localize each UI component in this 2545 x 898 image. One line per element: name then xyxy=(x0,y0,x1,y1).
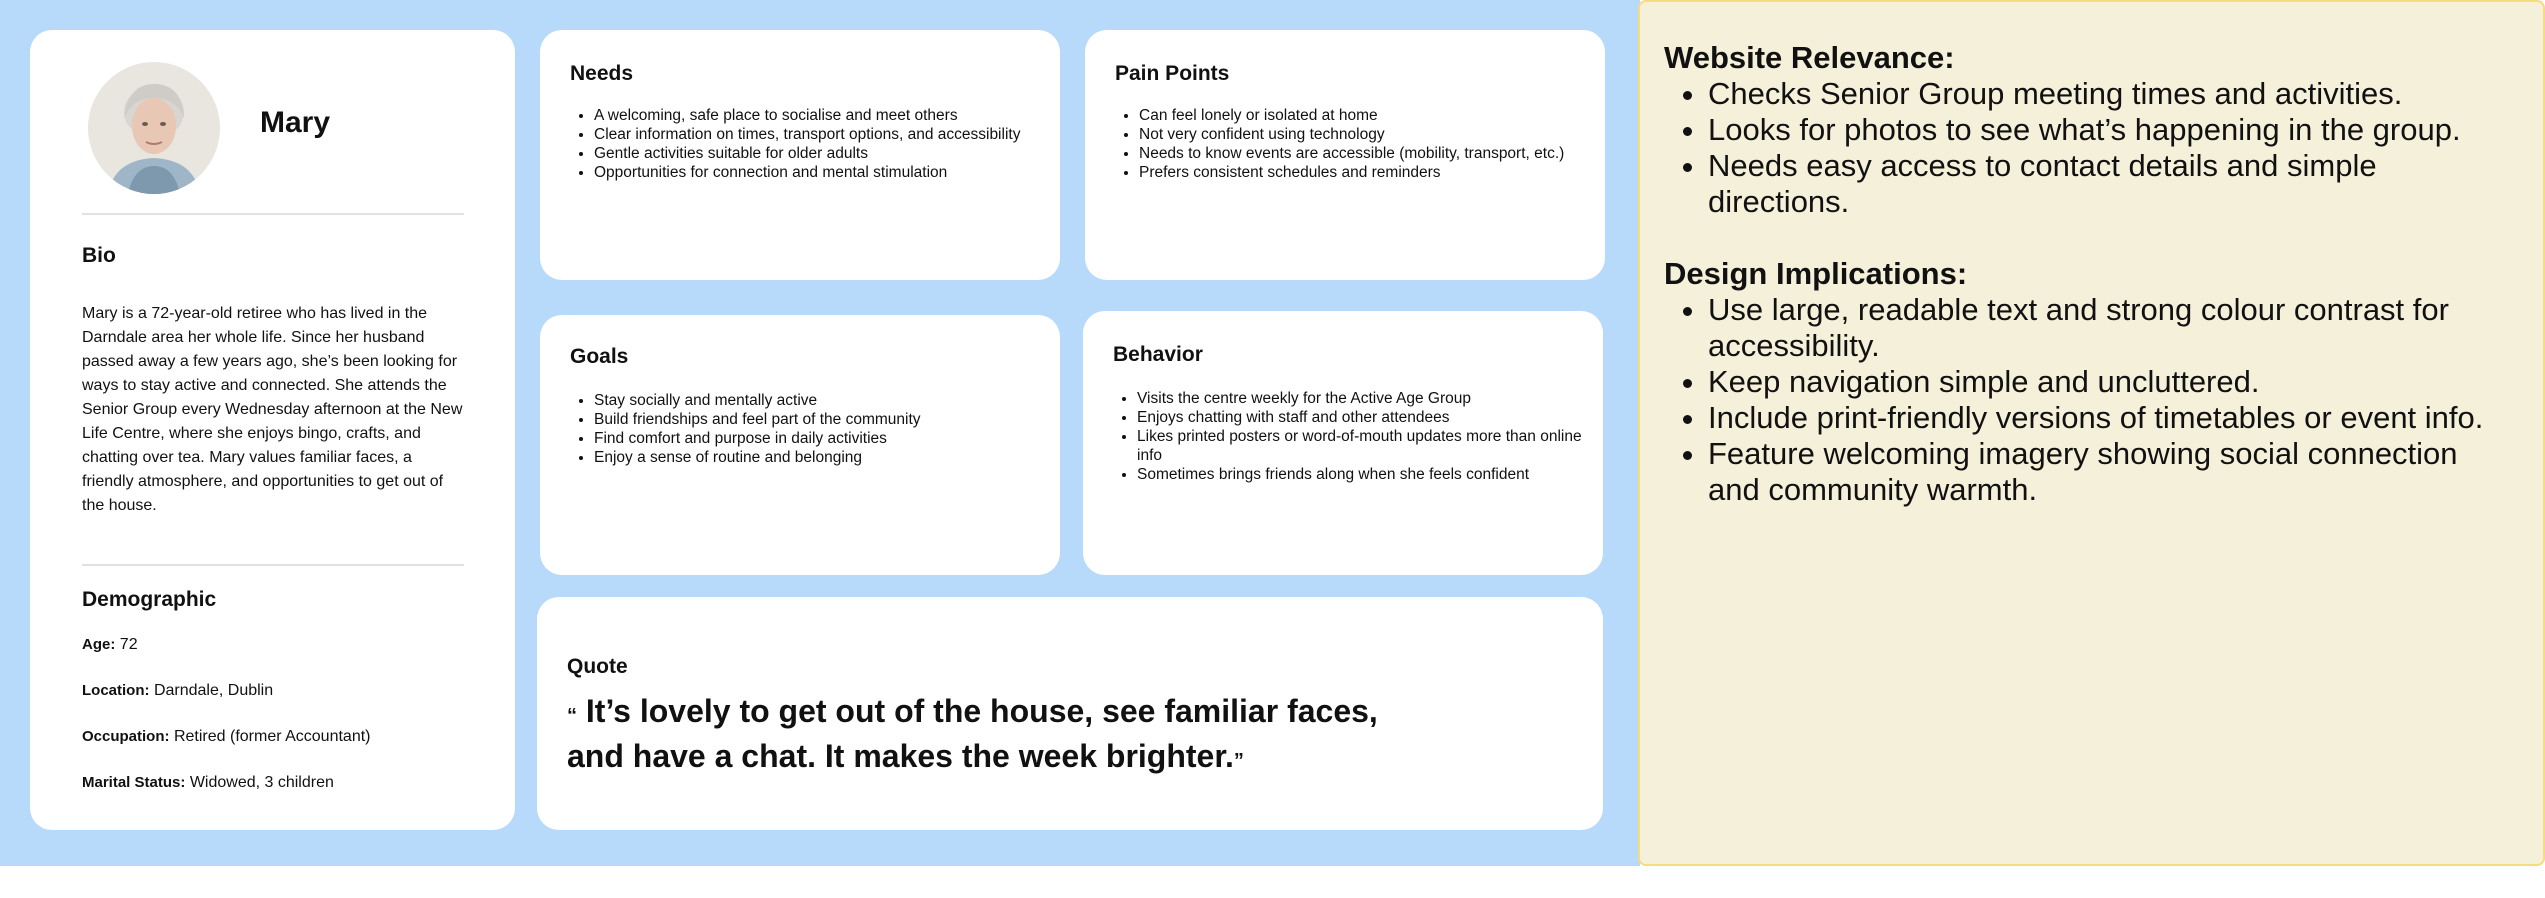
list-item: • Not very confident using technology xyxy=(1139,125,1599,144)
goals-card xyxy=(540,315,1060,575)
profile-card xyxy=(30,30,515,830)
needs-list xyxy=(570,106,1054,182)
website-relevance-title: Website Relevance: xyxy=(1664,40,1955,75)
list-item: • Can feel lonely or isolated at home xyxy=(1139,106,1599,125)
list-item: • Enjoys chatting with staff and other attendees xyxy=(1137,408,1597,427)
quote-title: Quote xyxy=(567,655,628,678)
list-item: • Use large, readable text and strong colour contrast for accessibility. xyxy=(1708,292,2514,364)
list-item: • Gentle activities suitable for older adults xyxy=(594,144,1054,163)
list-item: • Needs easy access to contact details and simple directions. xyxy=(1708,148,2514,220)
occupation-value: Retired (former Accountant) xyxy=(173,728,371,745)
profile-divider xyxy=(82,213,464,215)
open-quote-mark: “ xyxy=(567,705,577,727)
needs-title: Needs xyxy=(570,62,634,85)
list-item: • Visits the centre weekly for the Active Age Group xyxy=(1137,389,1597,408)
design-implications-section xyxy=(1664,256,2514,508)
quote-card xyxy=(537,597,1603,830)
list-item: • Find comfort and purpose in daily activities xyxy=(594,429,1054,448)
list-item: • Prefers consistent schedules and reminders xyxy=(1139,163,1599,182)
list-item: • Stay socially and mentally active xyxy=(594,391,1054,410)
pain-points-card xyxy=(1085,30,1605,280)
avatar xyxy=(88,62,220,194)
design-implications-list xyxy=(1664,292,2514,508)
website-relevance-list xyxy=(1664,76,2514,220)
demographic-age xyxy=(82,636,138,654)
list-item: • Opportunities for connection and mental stimulation xyxy=(594,163,1054,182)
avatar-portrait-image xyxy=(88,62,220,194)
list-item: • Sometimes brings friends along when she feels confident xyxy=(1137,465,1597,484)
marital-label: Marital Status: xyxy=(82,774,186,791)
bio-title: Bio xyxy=(82,244,116,267)
pain-points-list xyxy=(1115,106,1599,182)
pain-points-title: Pain Points xyxy=(1115,62,1230,85)
behavior-list xyxy=(1113,389,1597,484)
demographic-title: Demographic xyxy=(82,588,217,611)
bio-text: Mary is a 72-year-old retiree who has lived in the Darndale area her whole life. Since her husband passed away a few years ago, she’s been looking for ways to stay active and connected. She attends the Senior Group every Wednesday afternoon at the New Life Centre, where she enjoys bingo, crafts, and chatting over tea. Mary values familiar faces, a friendly atmosphere, and opportunities to get out of the house. xyxy=(82,305,463,514)
design-implications-title: Design Implications: xyxy=(1664,256,1968,291)
list-item: • Looks for photos to see what’s happening in the group. xyxy=(1708,112,2514,148)
website-relevance-section xyxy=(1664,40,2514,220)
marital-value: Widowed, 3 children xyxy=(189,774,334,791)
persona-name: Mary xyxy=(260,106,331,139)
list-item: • Enjoy a sense of routine and belonging xyxy=(594,448,1054,467)
list-item: • Include print-friendly versions of timetables or event info. xyxy=(1708,400,2514,436)
website-relevance-panel xyxy=(1638,0,2545,866)
location-value: Darndale, Dublin xyxy=(153,682,274,699)
close-quote-mark: ” xyxy=(1233,750,1244,772)
list-item: • Clear information on times, transport options, and accessibility xyxy=(594,125,1054,144)
bio-divider xyxy=(82,564,464,566)
needs-card xyxy=(540,30,1060,280)
quote-body: It’s lovely to get out of the house, see familiar faces, and have a chat. It makes the week brighter. xyxy=(567,693,1378,774)
quote-text xyxy=(567,691,1427,781)
age-value: 72 xyxy=(119,636,138,653)
demographic-marital-status xyxy=(82,774,334,792)
demographic-location xyxy=(82,682,273,700)
list-item: • Likes printed posters or word-of-mouth updates more than online info xyxy=(1137,427,1597,465)
list-item: • Checks Senior Group meeting times and activities. xyxy=(1708,76,2514,112)
location-label: Location: xyxy=(82,682,150,699)
list-item: • Keep navigation simple and uncluttered. xyxy=(1708,364,2514,400)
list-item: • A welcoming, safe place to socialise and meet others xyxy=(594,106,1054,125)
list-item: • Build friendships and feel part of the community xyxy=(594,410,1054,429)
behavior-title: Behavior xyxy=(1113,343,1203,366)
age-label: Age: xyxy=(82,636,116,653)
list-item: • Feature welcoming imagery showing social connection and community warmth. xyxy=(1708,436,2514,508)
list-item: • Needs to know events are accessible (mobility, transport, etc.) xyxy=(1139,144,1599,163)
goals-list xyxy=(570,391,1054,467)
goals-title: Goals xyxy=(570,345,629,368)
behavior-card xyxy=(1083,311,1603,575)
demographic-occupation xyxy=(82,728,371,746)
occupation-label: Occupation: xyxy=(82,728,170,745)
